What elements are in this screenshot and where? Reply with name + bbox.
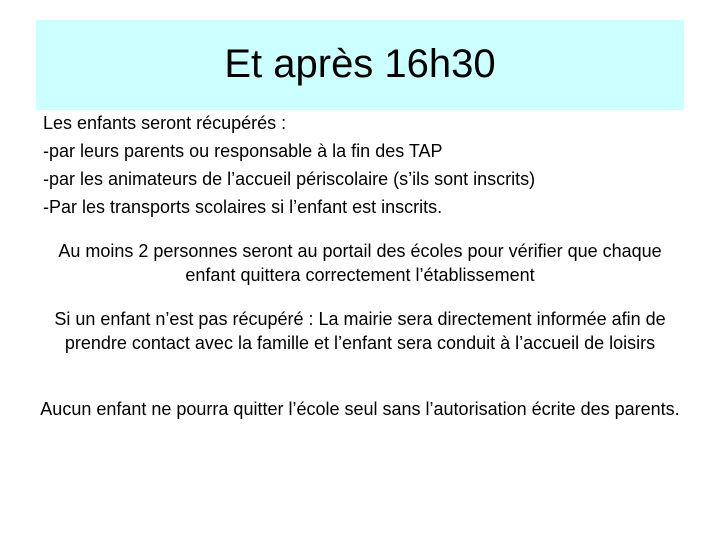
- title-banner: [36, 20, 684, 110]
- pickup-item-parents: -par leurs parents ou responsable à la fin des TAP: [43, 141, 443, 161]
- pickup-intro: Les enfants seront récupérés :: [43, 113, 287, 133]
- pickup-item-animators: -par les animateurs de l’accueil périscolaire (s’ils sont inscrits): [43, 169, 536, 189]
- paragraph-authorization: Aucun enfant ne pourra quitter l’école seul sans l’autorisation écrite des parents.: [40, 399, 680, 419]
- pickup-item-transport: -Par les transports scolaires si l’enfant est inscrits.: [43, 197, 443, 217]
- pickup-list: [43, 109, 703, 221]
- paragraph-not-collected: Si un enfant n’est pas récupéré : La mairie sera directement informée afin de prendre contact avec la famille et l’enfant sera conduit à l’accueil de loisirs: [54, 309, 666, 353]
- slide-title: Et après 16h30: [224, 41, 496, 86]
- paragraph-supervision: Au moins 2 personnes seront au portail des écoles pour vérifier que chaque enfant quittera correctement l’établissement: [58, 241, 662, 285]
